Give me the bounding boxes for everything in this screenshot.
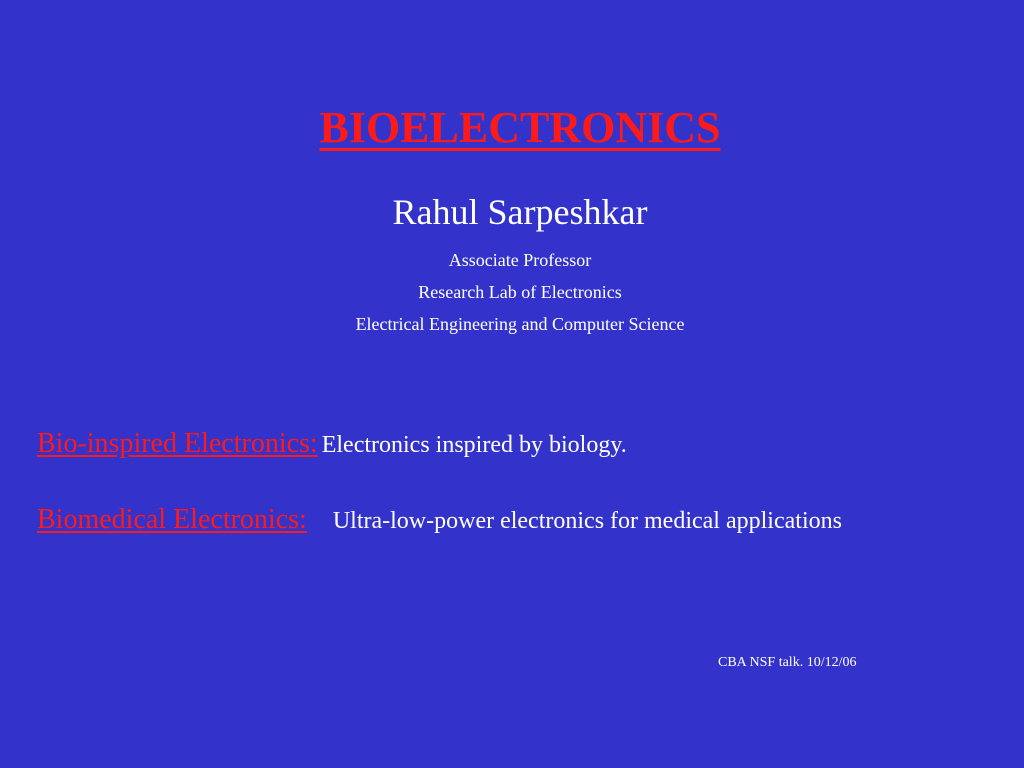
slide-title: BIOELECTRONICS: [319, 103, 721, 152]
affiliation-department: Electrical Engineering and Computer Science: [355, 314, 685, 334]
affiliation-lab: Research Lab of Electronics: [418, 282, 622, 302]
topic-term-bioinspired: Bio-inspired Electronics:: [37, 428, 318, 459]
author-name: Rahul Sarpeshkar: [392, 192, 648, 232]
topic-row-biomedical: [37, 504, 842, 536]
topic-description-biomedical: Ultra-low-power electronics for medical applications: [332, 508, 842, 534]
affiliation-title: Associate Professor: [448, 250, 592, 270]
topic-row-bioinspired: [37, 428, 627, 460]
topic-term-biomedical: Biomedical Electronics:: [37, 504, 307, 535]
footer-note: CBA NSF talk. 10/12/06: [718, 655, 857, 670]
topic-description-bioinspired: Electronics inspired by biology.: [321, 432, 627, 458]
